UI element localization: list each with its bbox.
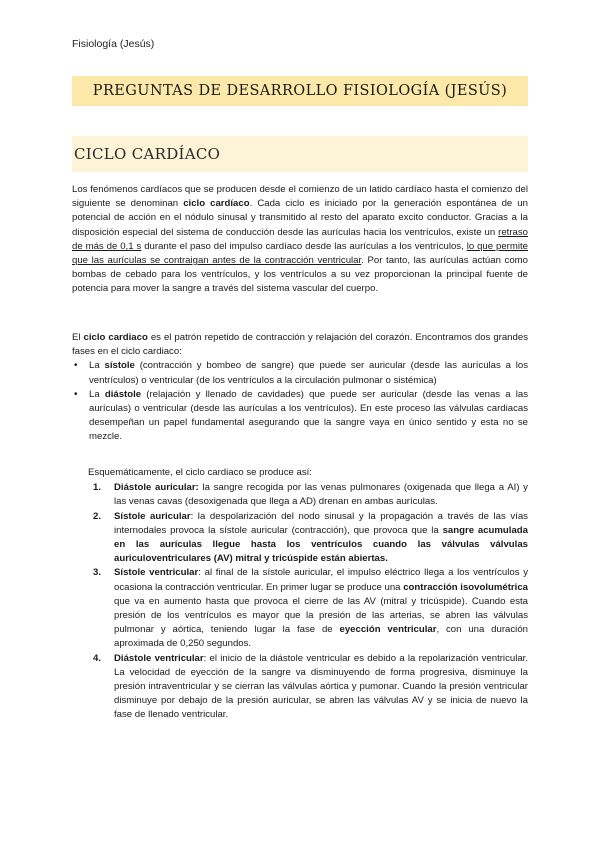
intro-underlined-text: retraso de más de 0,1 s xyxy=(72,226,528,252)
step-number: 1. xyxy=(93,482,102,494)
list-item xyxy=(93,566,528,651)
phase-bold-term: diástole xyxy=(104,388,142,400)
definition-block xyxy=(72,331,528,445)
page-header-note: Fisiología (Jesús) xyxy=(72,38,155,50)
document-title-banner xyxy=(72,76,528,106)
section-heading: CICLO CARDÍACO xyxy=(74,145,221,163)
step-number: 3. xyxy=(93,567,102,579)
step-bold-term: Sístole ventricular xyxy=(114,567,199,579)
step-bold-term: contracción isovolumétrica xyxy=(403,581,528,593)
section-heading-banner xyxy=(72,136,528,172)
step-bold-term: Diástole auricular: xyxy=(114,482,199,494)
phase-text: La xyxy=(89,388,105,400)
step-text: : el inicio de la diástole ventricular es debido a la repolarización ventricular. La velocidad de eyección de la sangre va disminuyendo de forma progresiva, disminuye la presión intraventricular y se cierran las válvulas aórtica y pumonar. Cuando la presión ventricular disminuye por debajo de la presión auricular, se abren las válvulas AV y se inicia de nuevo la fase de llenado ventricular. xyxy=(114,652,528,721)
intro-text: . Por tanto, las aurículas actúan como bombas de cebado para los ventrículos, y los ventrículos a su vez proporcionan la principal fuente de potencia para mover la sangre a través del sistema vascular del cuerpo. xyxy=(72,255,529,295)
step-number: 2. xyxy=(93,510,102,522)
list-item xyxy=(93,481,528,509)
schema-block xyxy=(86,466,528,723)
definition-paragraph xyxy=(72,331,528,359)
step-text: que va en aumento hasta que provoca el cierre de las AV (mitral y tricúspide). Cuando esta presión de los ventrículos es mayor que la presión de las arterias, se abren las válvulas pulmonar y aórtica, teniendo lugar la fase de xyxy=(114,595,528,636)
step-text: : al final de la sístole auricular, el impulso eléctrico llega a los ventrículos y ocasiona la contracción ventricular. En primer lugar se produce una xyxy=(114,567,528,593)
step-bold-term: Diástole ventricular xyxy=(114,652,204,664)
list-item xyxy=(93,652,528,723)
intro-text: durante el paso del impulso cardíaco desde las aurículas a los ventrículos, xyxy=(141,240,467,252)
intro-text: Los fenómenos cardíacos que se producen desde el comienzo de un latido cardíaco hasta el comienzo del siguiente se denominan xyxy=(72,184,528,210)
definition-text: es el patrón repetido de contracción y relajación del corazón. Encontramos dos grandes fases en el ciclo cardiaco: xyxy=(72,332,528,358)
step-bold-term: eyección ventricular xyxy=(339,624,437,636)
intro-paragraph xyxy=(72,183,528,297)
list-item xyxy=(93,510,528,567)
step-text: la sangre recogida por las venas pulmonares (oxigenada que llega a AI) y las venas cavas (desoxigenada que llega a AD) drenan en ambas aurículas. xyxy=(114,482,528,508)
phase-text: (relajación y llenado de cavidades) que puede ser auricular (desde las venas a las aurículas) o ventricular (desde las aurículas a los ventrículos). En este proceso las válvulas cardiacas desempeñan un papel fundamental asegurando que la sangre vaya en único sentido y esta no se mezcle. xyxy=(89,388,529,443)
intro-text: . Cada ciclo es iniciado por la generación espontánea de un potencial de acción en el nódulo sinusal y transmitido al resto del aparato excito conductor. Gracias a la disposición especial del sistema de conducción desde las aurículas hacia los ventrículos, existe un xyxy=(72,198,528,238)
step-text: , con una duración aproximada de 0,250 segundos. xyxy=(114,624,528,650)
phases-list xyxy=(72,359,528,444)
step-text: : la despolarización del nodo sinusal y la propagación a través de las vías internodales provoca la sístole auricular (contracción), que provoca que la xyxy=(114,510,528,536)
schema-intro: Esquemáticamente, el ciclo cardiaco se produce así: xyxy=(88,467,312,478)
phase-bold-term: sístole xyxy=(104,360,135,372)
step-bold-term: sangre acumulada en las aurículas llegue hasta los ventrículos cuando las válvulas válvulas auriculoventriculares (AV) mitral y tricúspide están abiertas. xyxy=(114,524,528,565)
intro-bold-term: ciclo cardíaco xyxy=(183,198,250,210)
intro-underlined-text: lo que permite que las aurículas se contraigan antes de la contracción ventricular xyxy=(72,240,528,267)
step-number: 4. xyxy=(93,652,102,664)
phase-text: La xyxy=(89,360,105,372)
steps-list xyxy=(86,481,528,722)
definition-text: El xyxy=(72,332,84,343)
definition-bold-term: ciclo cardiaco xyxy=(83,332,148,343)
list-item xyxy=(89,359,528,387)
step-bold-term: Sístole auricular xyxy=(114,510,191,522)
phase-text: (contracción y bombeo de sangre) que puede ser auricular (desde las aurículas a los ventrículos) o ventricular (de los ventrículos a la circulación pulmonar o sistémica) xyxy=(89,360,528,386)
document-title: PREGUNTAS DE DESARROLLO FISIOLOGÍA (JESÚS) xyxy=(92,83,508,99)
list-item xyxy=(89,388,528,445)
